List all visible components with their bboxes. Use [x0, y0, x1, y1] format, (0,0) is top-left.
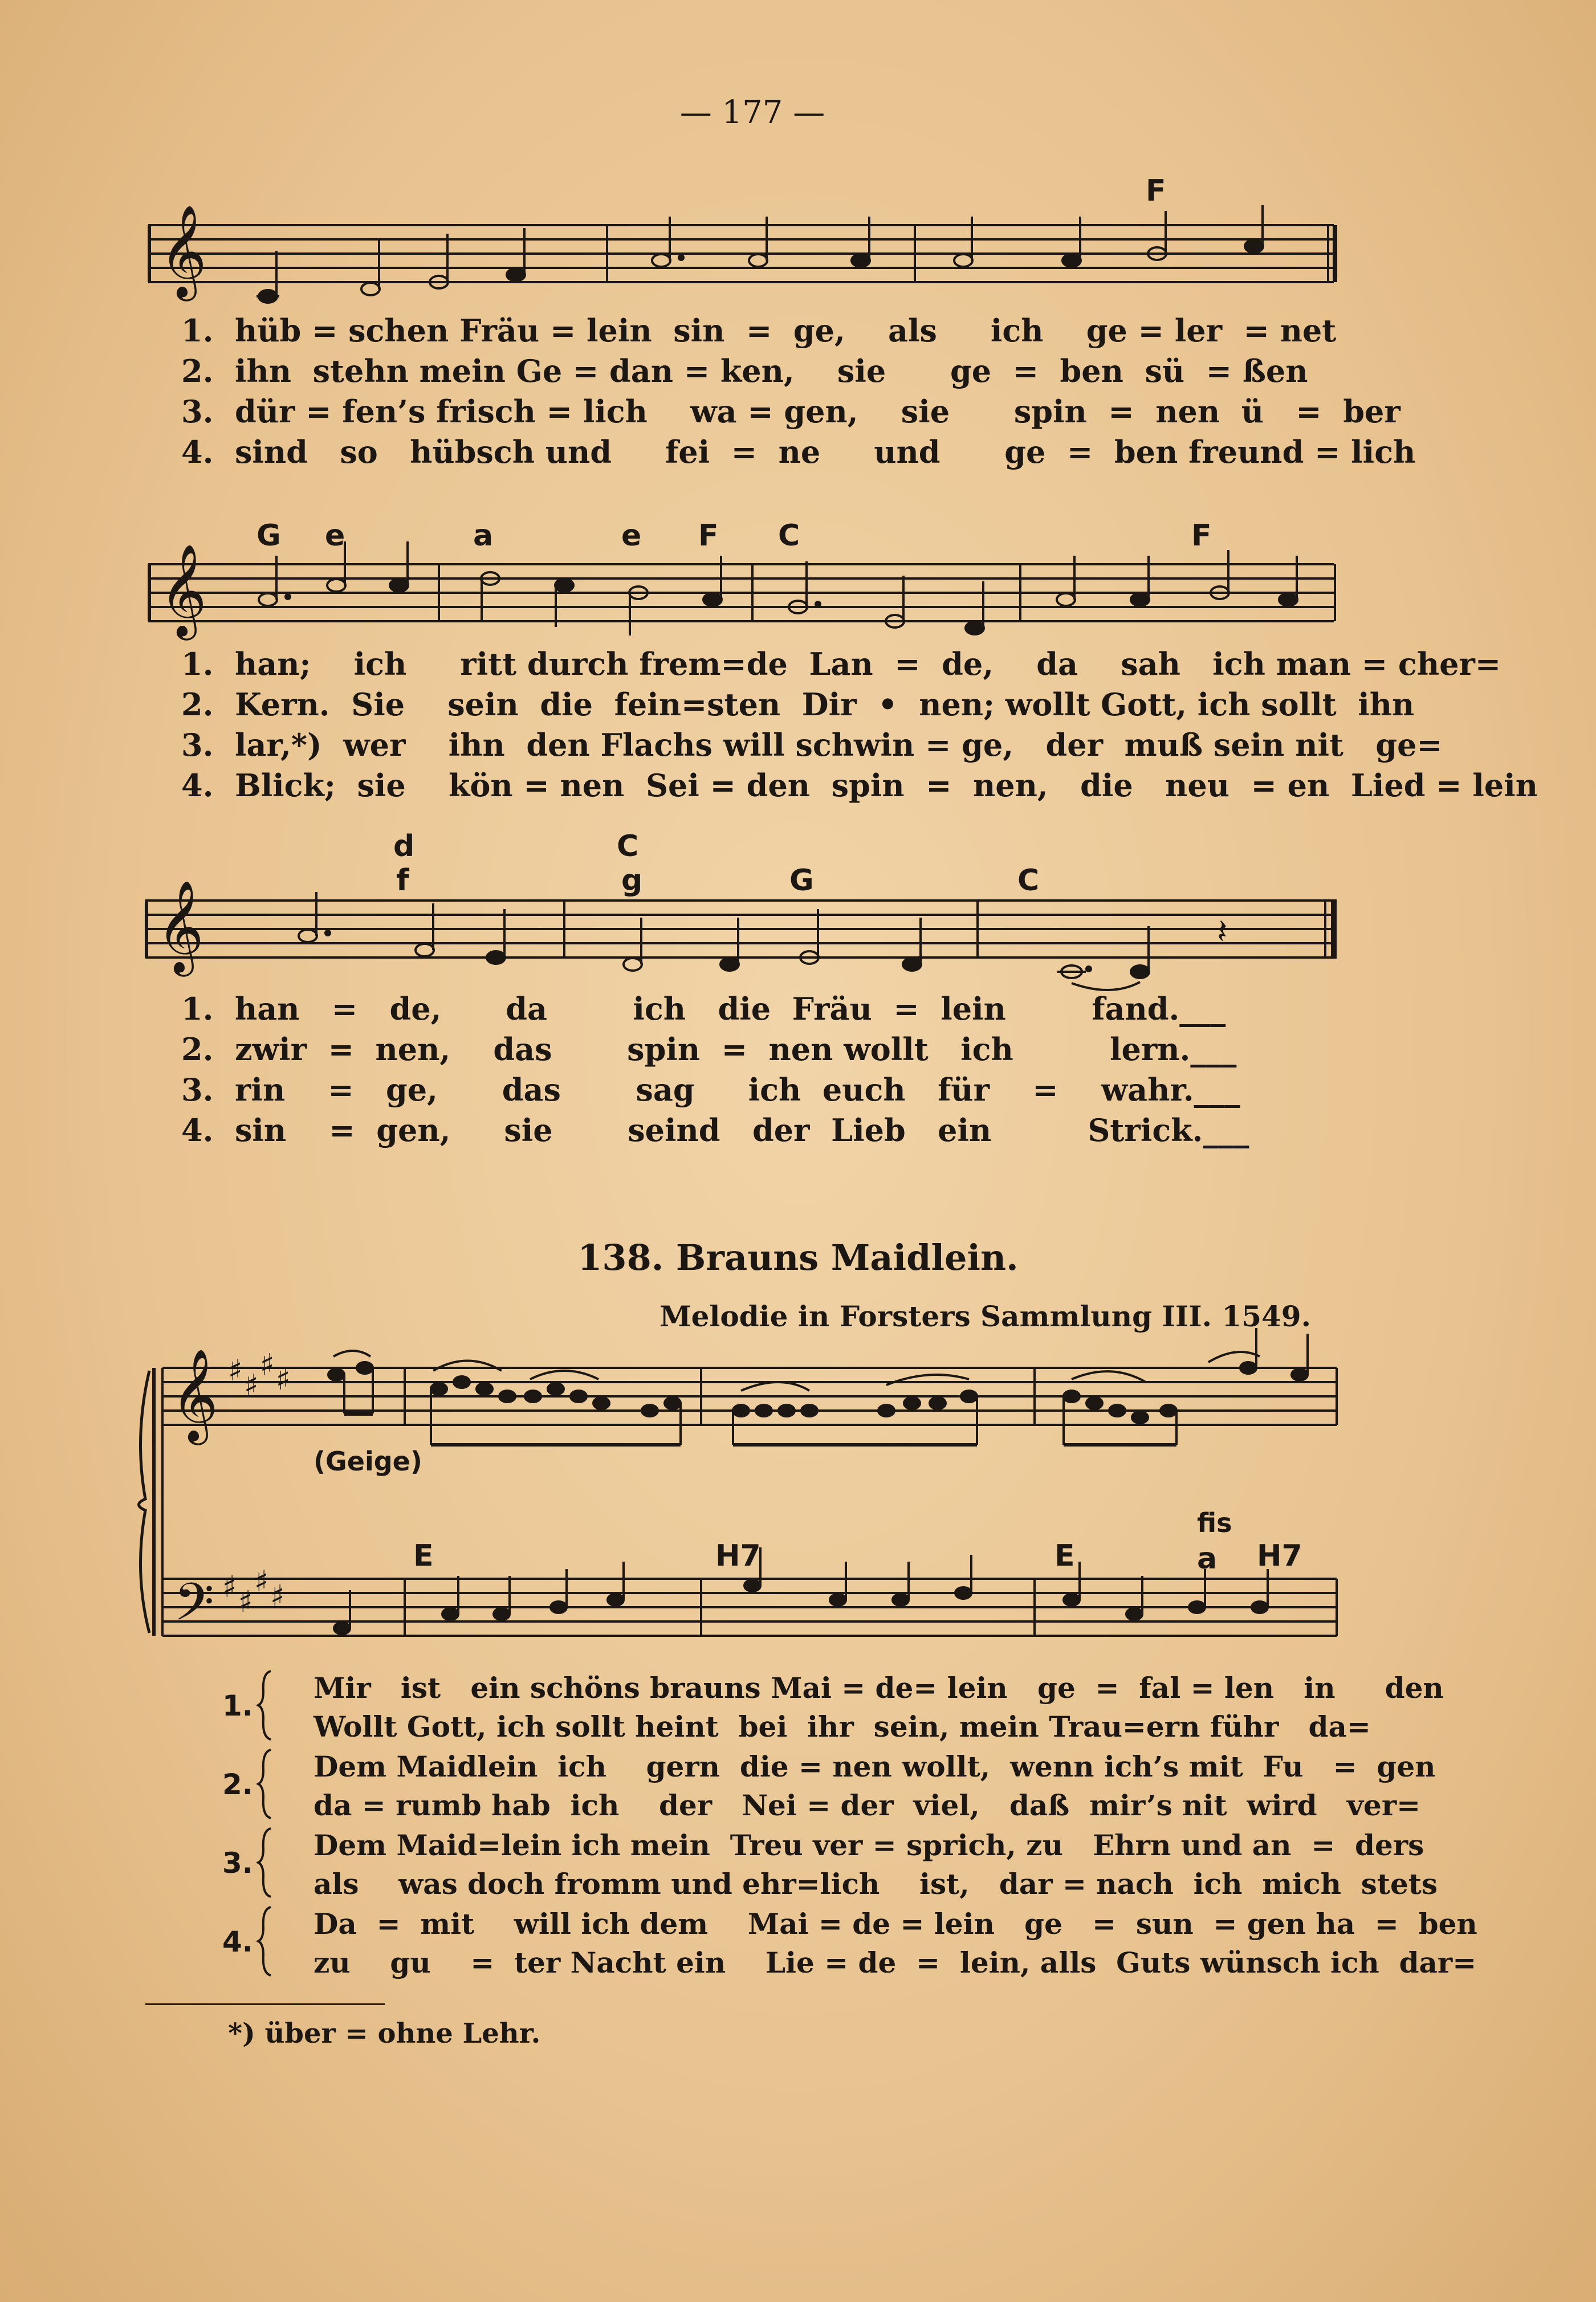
chord-label: H7	[715, 1539, 761, 1573]
verse-number: 3.	[222, 1847, 253, 1880]
chord-label: a	[473, 519, 494, 553]
svg-text:♯: ♯	[260, 1348, 275, 1382]
chord-label: a	[1197, 1542, 1218, 1576]
chord-label: F	[698, 519, 719, 553]
verse-number: 1.	[222, 1689, 253, 1722]
lyric-line: 4. sind so hübsch und fei = ne und ge = ben freund = lich	[181, 434, 1416, 470]
verse	[222, 1747, 1436, 1826]
svg-text:𝄽: 𝄽	[1217, 912, 1228, 952]
chord-label: d	[393, 829, 415, 863]
verse-line: Dem Maid=lein ich mein Treu ver = sprich, zu Ehrn und an = ders	[314, 1828, 1424, 1862]
verse-line: als was doch fromm und ehr=lich ist, dar = nach ich mich stets	[314, 1867, 1438, 1901]
lyric-line: 2. zwir = nen, das spin = nen wollt ich lern.___	[181, 1031, 1237, 1068]
lyrics-block-1	[181, 311, 1415, 472]
svg-text:𝄢: 𝄢	[174, 1572, 214, 1645]
svg-text:♯: ♯	[270, 1579, 285, 1614]
lyric-line: 2. ihn stehn mein Ge = dan = ken, sie ge = ben sü = ßen	[181, 353, 1308, 389]
instrument-label: (Geige)	[314, 1446, 422, 1477]
svg-text:𝄞: 𝄞	[171, 1348, 218, 1441]
verse-block	[222, 1669, 1477, 1983]
svg-text:𝄞: 𝄞	[157, 880, 204, 973]
lyric-line: 1. han = de, da ich die Fräu = lein fand.___	[181, 991, 1226, 1027]
svg-text:𝄞: 𝄞	[160, 205, 207, 298]
verse-number: 4.	[222, 1925, 253, 1958]
verse	[222, 1826, 1438, 1905]
chord-label: H7	[1257, 1539, 1302, 1573]
lyric-line: 1. hüb = schen Fräu = lein sin = ge, als ich ge = ler = net	[181, 312, 1337, 349]
chord-label: f	[396, 863, 409, 898]
chord-label: E	[1054, 1539, 1075, 1573]
verse-line: Mir ist ein schöns brauns Mai = de= lein ge = fal = len in den	[314, 1671, 1444, 1705]
chord-label: fis	[1197, 1507, 1232, 1538]
chord-label: G	[789, 863, 814, 898]
verse	[222, 1669, 1444, 1747]
verse-line: Wollt Gott, ich sollt heint bei ihr sein, mein Trau=ern führ da=	[314, 1710, 1371, 1743]
chord-label: G	[256, 519, 281, 553]
chord-label: e	[621, 519, 642, 553]
chord-label: E	[413, 1539, 434, 1573]
footnote-divider	[145, 2003, 385, 2005]
chord-label: C	[617, 829, 639, 863]
lyric-line: 4. sin = gen, sie seind der Lieb ein Strick.___	[181, 1112, 1249, 1148]
brace-icon	[256, 1826, 274, 1899]
brace-icon	[256, 1747, 274, 1820]
verse-number: 2.	[222, 1768, 253, 1801]
lyric-line: 3. rin = ge, das sag ich euch für = wahr.___	[181, 1071, 1240, 1108]
footnote: *) über = ohne Lehr.	[228, 2018, 541, 2050]
svg-text:♯: ♯	[222, 1570, 237, 1604]
chord-label: C	[778, 519, 800, 553]
page-number: — 177 —	[679, 94, 825, 131]
verse-line: da = rumb hab ich der Nei = der viel, daß mir’s nit wird ver=	[314, 1788, 1421, 1822]
chord-label: F	[1146, 174, 1166, 208]
svg-text:♯: ♯	[276, 1363, 291, 1397]
grand-staff	[0, 1345, 1368, 1664]
lyric-line: 1. han; ich ritt durch frem=de Lan = de, da sah ich man = cher=	[181, 646, 1501, 682]
verse-line: Da = mit will ich dem Mai = de = lein ge = sun = gen ha = ben	[314, 1907, 1477, 1941]
music-staff-2	[0, 544, 1368, 658]
chord-label: C	[1017, 863, 1040, 898]
lyrics-block-3	[181, 989, 1249, 1151]
music-staff-3	[0, 880, 1368, 995]
lyric-line: 2. Kern. Sie sein die fein=sten Dir • nen; wollt Gott, ich sollt ihn	[181, 686, 1415, 723]
brace-icon	[256, 1669, 274, 1742]
lyric-line: 4. Blick; sie kön = nen Sei = den spin = nen, die neu = en Lied = lein	[181, 767, 1538, 804]
chord-label: e	[325, 519, 345, 553]
svg-text:♯: ♯	[244, 1368, 259, 1403]
lyric-line: 3. dür = fen’s frisch = lich wa = gen, sie spin = nen ü = ber	[181, 393, 1400, 430]
song-source: Melodie in Forsters Sammlung III. 1549.	[659, 1299, 1311, 1333]
chord-label: F	[1191, 519, 1212, 553]
svg-text:𝄞: 𝄞	[160, 544, 207, 637]
chord-label: g	[621, 863, 643, 898]
lyric-line: 3. lar,*) wer ihn den Flachs will schwin = ge, der muß sein nit ge=	[181, 727, 1443, 763]
svg-text:♯: ♯	[228, 1354, 243, 1388]
verse-line: zu gu = ter Nacht ein Lie = de = lein, alls Guts wünsch ich dar=	[314, 1946, 1477, 1979]
verse	[222, 1905, 1477, 1983]
verse-line: Dem Maidlein ich gern die = nen wollt, wenn ich’s mit Fu = gen	[314, 1750, 1436, 1783]
brace-icon	[256, 1905, 274, 1978]
song-title: 138. Brauns Maidlein.	[577, 1237, 1019, 1278]
lyrics-block-2	[181, 644, 1538, 806]
svg-text:♯: ♯	[238, 1585, 253, 1619]
svg-text:♯: ♯	[254, 1564, 269, 1599]
